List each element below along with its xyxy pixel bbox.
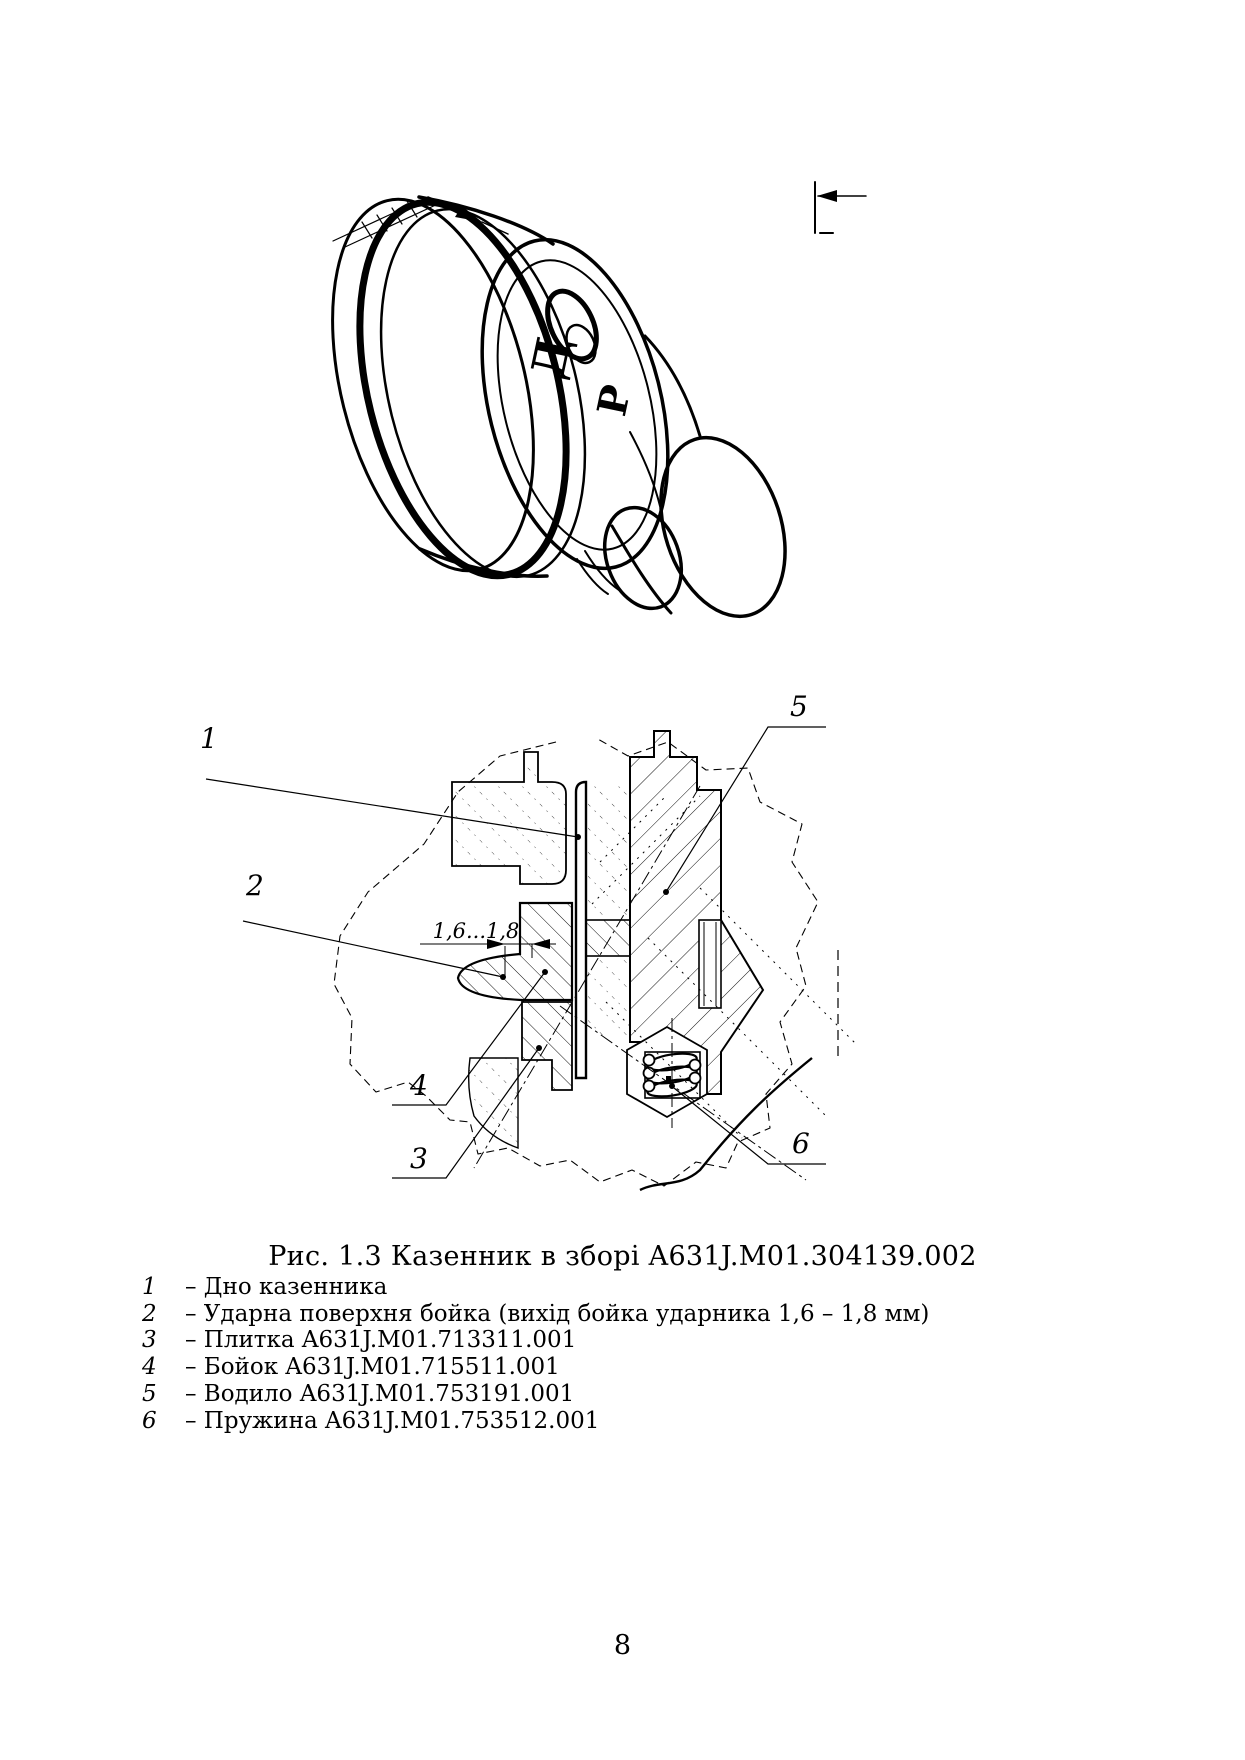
legend-item-text: – Бойок A631J.M01.715511.001	[185, 1354, 560, 1381]
legend-item-text: – Ударна поверхня бойка (вихід бойка ударника 1,6 – 1,8 мм)	[185, 1300, 930, 1327]
callout-4: 4	[410, 1069, 428, 1102]
gap-strip-lower	[588, 958, 628, 1038]
callout-2: 2	[246, 869, 264, 902]
figure-caption: Рис. 1.3 Казенник в зборі A631J.M01.304139.002	[268, 1241, 977, 1272]
legend-item-number: 2	[142, 1300, 157, 1327]
legend-item-text: – Водило A631J.M01.753191.001	[185, 1380, 575, 1407]
legend-item-text: – Дно казенника	[185, 1274, 388, 1300]
breech-bottom-plate	[576, 782, 586, 1078]
page-number: 8	[613, 1630, 632, 1661]
stamp-letter-r: Р	[588, 380, 641, 421]
casing-upper-block	[452, 752, 566, 884]
section-mark-arrowhead	[817, 190, 837, 202]
cylinder-end-face	[639, 422, 806, 633]
neck-bottom-contour	[612, 526, 671, 613]
legend-item-number: 5	[142, 1380, 157, 1407]
callout-5: 5	[790, 690, 808, 723]
legend-item	[142, 1327, 1122, 1354]
pin-stem	[586, 920, 630, 956]
iso-view-drawing	[150, 130, 890, 630]
figure-legend	[142, 1274, 1122, 1434]
legend-item	[142, 1354, 1122, 1381]
firing-pin	[458, 903, 572, 1000]
cylinder-side-hole	[591, 497, 694, 619]
gap-strip-upper	[588, 786, 628, 918]
legend-item-number: 1	[142, 1274, 157, 1300]
dimension-label: 1,6...1,8	[432, 919, 520, 943]
section-view-drawing	[120, 612, 910, 1212]
drum-back-face	[298, 178, 568, 591]
legend-item-number: 4	[142, 1354, 157, 1381]
legend-item-text: – Пружина A631J.M01.753512.001	[185, 1407, 600, 1434]
callout-1: 1	[200, 722, 218, 755]
legend-item	[142, 1301, 1122, 1328]
legend-item-number: 3	[142, 1327, 157, 1354]
plate-block	[522, 1002, 572, 1090]
legend-item	[142, 1274, 1122, 1301]
screw-recess	[699, 920, 721, 1008]
legend-item	[142, 1408, 1122, 1435]
callout-6: 6	[792, 1127, 810, 1160]
callout-3: 3	[410, 1142, 428, 1175]
legend-item-number: 6	[142, 1407, 157, 1434]
legend-item-text: – Плитка A631J.M01.713311.001	[185, 1327, 577, 1354]
legend-item	[142, 1381, 1122, 1408]
stamp-letter-d: Д	[520, 331, 582, 384]
